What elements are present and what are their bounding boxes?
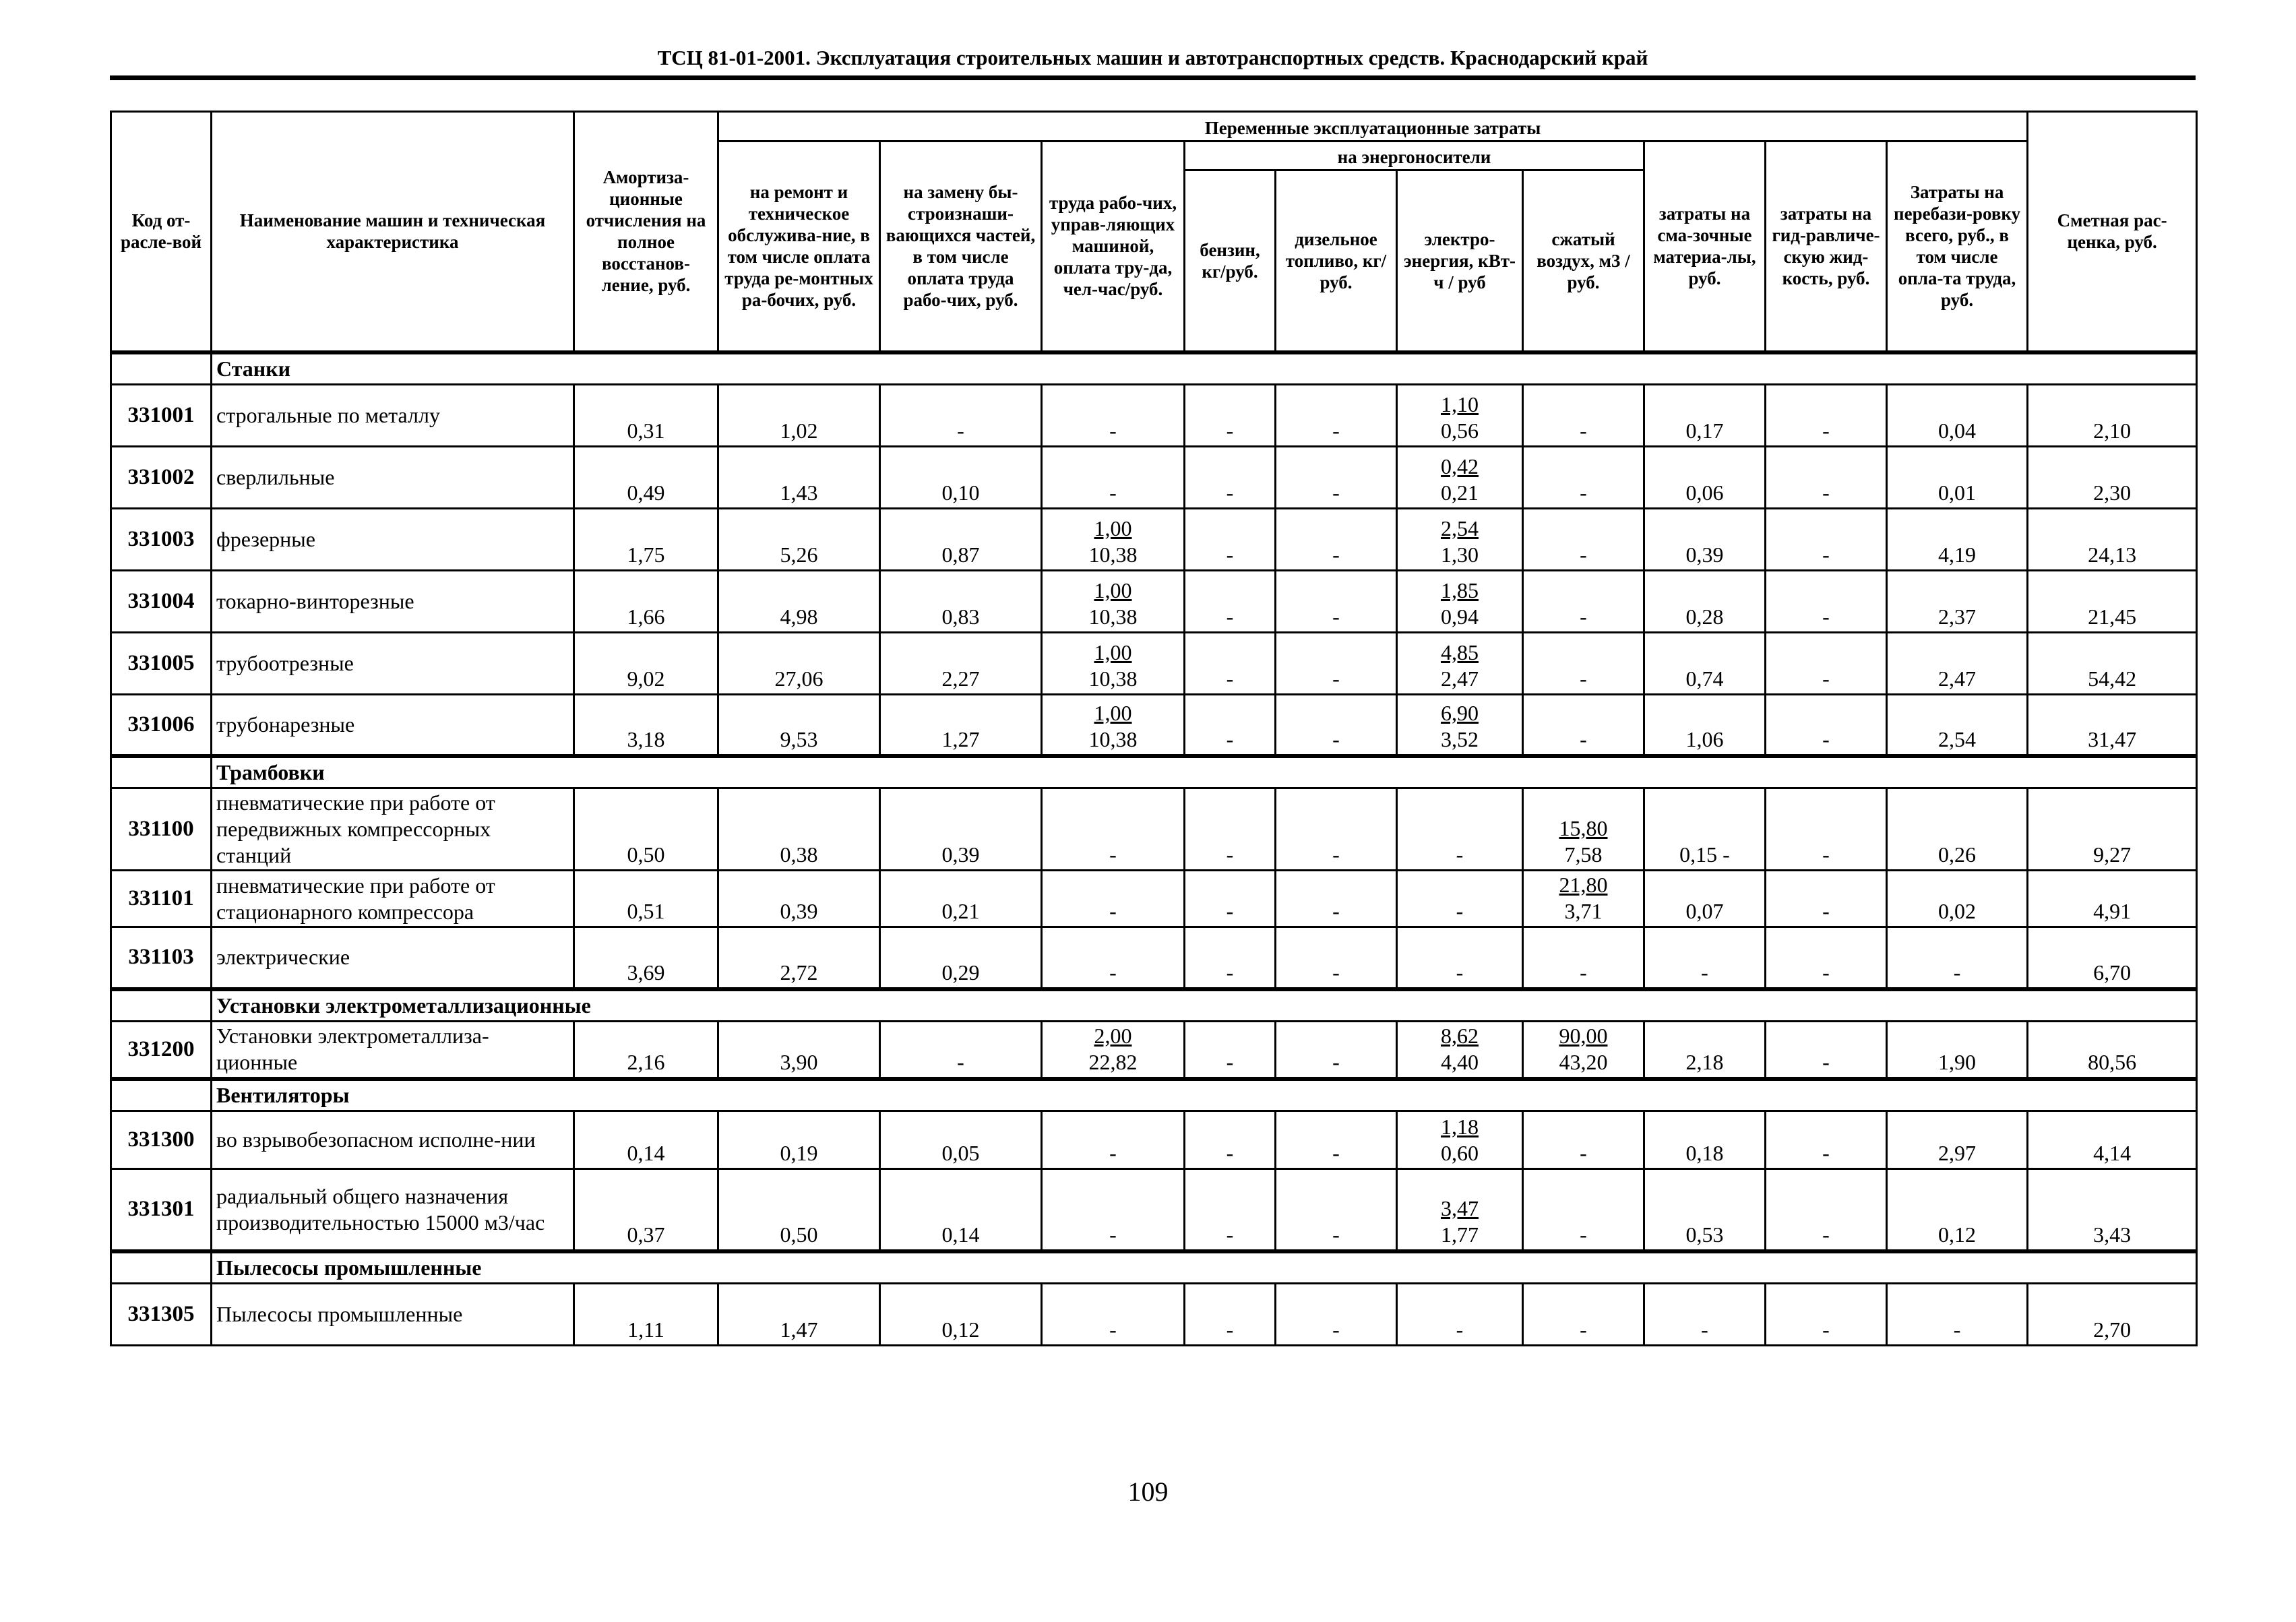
cell-air (1523, 1021, 1644, 1079)
cell-electric-bottom: - (1456, 1317, 1464, 1342)
cell-amort: 0,31 (574, 384, 718, 446)
cell-labor (1042, 508, 1185, 570)
cell-relocation: 0,02 (1887, 871, 2028, 927)
table-row (111, 446, 2197, 508)
section-code-blank (111, 1251, 212, 1284)
cell-labor-bottom: - (1109, 480, 1117, 505)
cell-code: 331101 (111, 871, 212, 927)
cell-hydraulic: - (1766, 570, 1887, 632)
cell-labor-bottom: - (1109, 960, 1117, 985)
cell-repair: 9,53 (718, 694, 880, 756)
cell-petrol: - (1185, 1169, 1276, 1251)
section-title: Вентиляторы (212, 1079, 2197, 1111)
section-title: Пылесосы промышленные (212, 1251, 2197, 1284)
cell-code: 331005 (111, 632, 212, 694)
cell-labor-top: 2,00 (1094, 1024, 1132, 1048)
col-header-total: Сметная рас-ценка, руб. (2028, 112, 2197, 352)
cell-air-top: 15,80 (1559, 816, 1608, 840)
cell-name: трубоотрезные (212, 632, 574, 694)
cell-air (1523, 694, 1644, 756)
col-header-lubricants: затраты на сма-зочные материа-лы, руб. (1644, 142, 1766, 352)
cell-diesel: - (1276, 1111, 1397, 1169)
cell-relocation: 2,47 (1887, 632, 2028, 694)
section-row (111, 756, 2197, 788)
section-code-blank (111, 989, 212, 1022)
header-rule (110, 75, 2196, 80)
cell-total: 31,47 (2028, 694, 2197, 756)
cell-labor-top: 1,00 (1094, 640, 1132, 664)
cell-total: 2,70 (2028, 1283, 2197, 1345)
cell-electric-bottom: 0,94 (1441, 604, 1479, 629)
cell-air-bottom: - (1580, 727, 1587, 751)
cell-parts: 0,21 (880, 871, 1042, 927)
cell-air-bottom: - (1580, 960, 1587, 985)
cell-code: 331006 (111, 694, 212, 756)
cell-petrol: - (1185, 871, 1276, 927)
cell-hydraulic: - (1766, 1283, 1887, 1345)
cell-relocation: 0,01 (1887, 446, 2028, 508)
cell-air (1523, 384, 1644, 446)
cell-electric-top: 2,54 (1441, 516, 1479, 540)
table-row (111, 1283, 2197, 1345)
cell-diesel: - (1276, 632, 1397, 694)
cell-labor-bottom: - (1109, 1222, 1117, 1247)
cell-relocation: - (1887, 927, 2028, 989)
col-header-labor: труда рабо-чих, управ-ляющих машиной, оплата тру-да, чел-час/руб. (1042, 142, 1185, 352)
cell-air (1523, 927, 1644, 989)
cell-electric (1397, 1169, 1523, 1251)
cell-labor (1042, 871, 1185, 927)
cell-labor-bottom: 22,82 (1088, 1050, 1138, 1074)
section-title: Станки (212, 352, 2197, 385)
cell-repair: 1,02 (718, 384, 880, 446)
cell-air-bottom: - (1580, 1222, 1587, 1247)
cell-lubricants: 0,07 (1644, 871, 1766, 927)
cell-parts: 0,83 (880, 570, 1042, 632)
cell-hydraulic: - (1766, 694, 1887, 756)
cell-lubricants: 0,15 - (1644, 788, 1766, 871)
cell-amort: 1,75 (574, 508, 718, 570)
cell-hydraulic: - (1766, 508, 1887, 570)
cell-relocation: 2,37 (1887, 570, 2028, 632)
table-row (111, 871, 2197, 927)
section-row (111, 1079, 2197, 1111)
cell-diesel: - (1276, 446, 1397, 508)
cell-air (1523, 1111, 1644, 1169)
table-row (111, 508, 2197, 570)
cell-labor-bottom: 10,38 (1088, 604, 1138, 629)
cell-parts: 0,87 (880, 508, 1042, 570)
cell-repair: 0,19 (718, 1111, 880, 1169)
cell-electric-bottom: 0,60 (1441, 1141, 1479, 1165)
cell-electric-top: 3,47 (1441, 1195, 1479, 1220)
cell-electric (1397, 508, 1523, 570)
cell-diesel: - (1276, 1283, 1397, 1345)
cell-diesel: - (1276, 384, 1397, 446)
cell-electric (1397, 788, 1523, 871)
cell-petrol: - (1185, 1111, 1276, 1169)
cell-hydraulic: - (1766, 1169, 1887, 1251)
cell-name: пневматические при работе от передвижных компрессорных станций (212, 788, 574, 871)
cell-air-bottom: 43,20 (1559, 1050, 1608, 1074)
cell-repair: 3,90 (718, 1021, 880, 1079)
cell-repair: 2,72 (718, 927, 880, 989)
cell-diesel: - (1276, 694, 1397, 756)
cell-code: 331001 (111, 384, 212, 446)
cell-total: 4,14 (2028, 1111, 2197, 1169)
cell-air-bottom: 3,71 (1564, 899, 1603, 923)
cell-electric (1397, 871, 1523, 927)
cell-electric-bottom: 1,77 (1441, 1222, 1479, 1247)
cell-air-bottom: - (1580, 1141, 1587, 1165)
cell-petrol: - (1185, 508, 1276, 570)
col-header-variable-group: Переменные эксплуатационные затраты (718, 112, 2028, 142)
cell-diesel: - (1276, 570, 1397, 632)
cell-relocation: 0,12 (1887, 1169, 2028, 1251)
cell-code: 331103 (111, 927, 212, 989)
table-row (111, 694, 2197, 756)
cell-hydraulic: - (1766, 1021, 1887, 1079)
cell-labor-top: 1,00 (1094, 516, 1132, 540)
cell-labor (1042, 446, 1185, 508)
cell-electric (1397, 446, 1523, 508)
section-row (111, 989, 2197, 1022)
cell-electric-bottom: - (1456, 960, 1464, 985)
cell-air (1523, 1283, 1644, 1345)
cell-amort: 9,02 (574, 632, 718, 694)
cell-electric (1397, 1283, 1523, 1345)
cell-electric-bottom: 0,21 (1441, 480, 1479, 505)
cell-amort: 0,51 (574, 871, 718, 927)
cell-electric-bottom: - (1456, 842, 1464, 867)
cell-petrol: - (1185, 927, 1276, 989)
cell-parts: 2,27 (880, 632, 1042, 694)
cell-repair: 1,47 (718, 1283, 880, 1345)
cell-electric-top: 1,18 (1441, 1115, 1479, 1139)
cell-electric-top: 0,42 (1441, 454, 1479, 478)
cell-code: 331003 (111, 508, 212, 570)
section-code-blank (111, 756, 212, 788)
cell-petrol: - (1185, 1283, 1276, 1345)
cell-relocation: - (1887, 1283, 2028, 1345)
cell-parts: 0,39 (880, 788, 1042, 871)
cell-electric (1397, 1111, 1523, 1169)
table-row (111, 1111, 2197, 1169)
cell-total: 2,30 (2028, 446, 2197, 508)
cell-name: трубонарезные (212, 694, 574, 756)
cell-repair: 4,98 (718, 570, 880, 632)
cell-petrol: - (1185, 788, 1276, 871)
cell-lubricants: 0,06 (1644, 446, 1766, 508)
cell-name: сверлильные (212, 446, 574, 508)
cell-labor (1042, 1021, 1185, 1079)
cell-air-top: 90,00 (1559, 1024, 1608, 1048)
cell-name: Установки электрометаллиза-ционные (212, 1021, 574, 1079)
section-row (111, 1251, 2197, 1284)
cell-electric-bottom: 0,56 (1441, 418, 1479, 443)
cell-total: 24,13 (2028, 508, 2197, 570)
section-code-blank (111, 352, 212, 385)
cell-electric-bottom: - (1456, 899, 1464, 923)
col-header-name: Наименование машин и техническая характеристика (212, 112, 574, 352)
cell-parts: - (880, 384, 1042, 446)
table-row (111, 788, 2197, 871)
cell-total: 80,56 (2028, 1021, 2197, 1079)
cell-air-bottom: - (1580, 604, 1587, 629)
cell-air (1523, 508, 1644, 570)
cell-diesel: - (1276, 1169, 1397, 1251)
cell-air (1523, 632, 1644, 694)
cell-hydraulic: - (1766, 871, 1887, 927)
cell-name: радиальный общего назначения производительностью 15000 м3/час (212, 1169, 574, 1251)
section-title: Установки электрометаллизационные (212, 989, 2197, 1022)
cell-electric-bottom: 2,47 (1441, 666, 1479, 691)
cell-petrol: - (1185, 446, 1276, 508)
cell-air (1523, 871, 1644, 927)
cell-parts: 0,05 (880, 1111, 1042, 1169)
table-row (111, 1021, 2197, 1079)
page-number: 109 (1127, 1476, 1169, 1507)
cell-electric-top: 1,85 (1441, 578, 1479, 602)
cell-relocation: 2,54 (1887, 694, 2028, 756)
col-header-hydraulic: затраты на гид-равличе-скую жид-кость, руб. (1766, 142, 1887, 352)
cell-amort: 0,37 (574, 1169, 718, 1251)
cell-diesel: - (1276, 927, 1397, 989)
rate-table (110, 111, 2198, 1346)
cell-amort: 1,66 (574, 570, 718, 632)
col-header-petrol: бензин, кг/руб. (1185, 170, 1276, 352)
cell-labor (1042, 788, 1185, 871)
cell-total: 2,10 (2028, 384, 2197, 446)
section-title: Трамбовки (212, 756, 2197, 788)
section-row (111, 352, 2197, 385)
cell-electric (1397, 570, 1523, 632)
cell-labor-bottom: - (1109, 842, 1117, 867)
col-header-repair: на ремонт и техническое обслужива-ние, в том числе оплата труда ре-монтных ра-бочих, руб. (718, 142, 880, 352)
col-header-relocation: Затраты на перебази-ровку всего, руб., в том числе опла-та труда, руб. (1887, 142, 2028, 352)
cell-lubricants: 0,53 (1644, 1169, 1766, 1251)
cell-air (1523, 446, 1644, 508)
cell-hydraulic: - (1766, 788, 1887, 871)
cell-electric-top: 4,85 (1441, 640, 1479, 664)
cell-labor (1042, 1111, 1185, 1169)
cell-name: во взрывобезопасном исполне-нии (212, 1111, 574, 1169)
cell-air-top: 21,80 (1559, 873, 1608, 897)
cell-electric-bottom: 4,40 (1441, 1050, 1479, 1074)
cell-petrol: - (1185, 384, 1276, 446)
cell-petrol: - (1185, 694, 1276, 756)
cell-diesel: - (1276, 1021, 1397, 1079)
cell-code: 331301 (111, 1169, 212, 1251)
cell-hydraulic: - (1766, 632, 1887, 694)
cell-name: электрические (212, 927, 574, 989)
cell-labor-top: 1,00 (1094, 578, 1132, 602)
cell-hydraulic: - (1766, 446, 1887, 508)
cell-petrol: - (1185, 1021, 1276, 1079)
cell-name: пневматические при работе от стационарного компрессора (212, 871, 574, 927)
cell-parts: 0,12 (880, 1283, 1042, 1345)
cell-lubricants: 2,18 (1644, 1021, 1766, 1079)
table-body (111, 352, 2197, 1346)
cell-amort: 3,69 (574, 927, 718, 989)
cell-air-bottom: - (1580, 1317, 1587, 1342)
cell-total: 54,42 (2028, 632, 2197, 694)
cell-air-bottom: - (1580, 666, 1587, 691)
cell-code: 331004 (111, 570, 212, 632)
cell-code: 331100 (111, 788, 212, 871)
col-header-energy-group: на энергоносители (1185, 142, 1644, 170)
cell-labor (1042, 1283, 1185, 1345)
cell-total: 3,43 (2028, 1169, 2197, 1251)
cell-relocation: 4,19 (1887, 508, 2028, 570)
cell-relocation: 0,26 (1887, 788, 2028, 871)
cell-labor-bottom: - (1109, 899, 1117, 923)
cell-repair: 27,06 (718, 632, 880, 694)
cell-labor (1042, 632, 1185, 694)
cell-amort: 3,18 (574, 694, 718, 756)
cell-lubricants: 0,17 (1644, 384, 1766, 446)
cell-electric (1397, 927, 1523, 989)
cell-parts: 0,14 (880, 1169, 1042, 1251)
cell-labor-bottom: 10,38 (1088, 666, 1138, 691)
cell-name: строгальные по металлу (212, 384, 574, 446)
section-code-blank (111, 1079, 212, 1111)
cell-electric (1397, 694, 1523, 756)
cell-total: 21,45 (2028, 570, 2197, 632)
cell-repair: 0,50 (718, 1169, 880, 1251)
cell-labor (1042, 1169, 1185, 1251)
table-row (111, 632, 2197, 694)
cell-code: 331305 (111, 1283, 212, 1345)
cell-lubricants: 0,74 (1644, 632, 1766, 694)
cell-lubricants: - (1644, 1283, 1766, 1345)
table-row (111, 1169, 2197, 1251)
table-row (111, 384, 2197, 446)
cell-parts: 0,10 (880, 446, 1042, 508)
cell-electric-top: 6,90 (1441, 701, 1479, 725)
cell-petrol: - (1185, 570, 1276, 632)
cell-labor-bottom: - (1109, 1317, 1117, 1342)
cell-air (1523, 788, 1644, 871)
cell-lubricants: 0,39 (1644, 508, 1766, 570)
cell-name: фрезерные (212, 508, 574, 570)
cell-petrol: - (1185, 632, 1276, 694)
cell-amort: 1,11 (574, 1283, 718, 1345)
cell-total: 9,27 (2028, 788, 2197, 871)
cell-labor-bottom: 10,38 (1088, 727, 1138, 751)
cell-air (1523, 570, 1644, 632)
cell-repair: 0,39 (718, 871, 880, 927)
cell-electric-bottom: 3,52 (1441, 727, 1479, 751)
col-header-amort: Амортиза-ционные отчисления на полное восстанов-ление, руб. (574, 112, 718, 352)
cell-lubricants: - (1644, 927, 1766, 989)
cell-total: 4,91 (2028, 871, 2197, 927)
cell-parts: - (880, 1021, 1042, 1079)
cell-repair: 0,38 (718, 788, 880, 871)
cell-relocation: 0,04 (1887, 384, 2028, 446)
cell-labor (1042, 927, 1185, 989)
cell-hydraulic: - (1766, 927, 1887, 989)
cell-labor-bottom: - (1109, 1141, 1117, 1165)
cell-air-bottom: - (1580, 418, 1587, 443)
cell-code: 331200 (111, 1021, 212, 1079)
cell-electric-top: 1,10 (1441, 392, 1479, 416)
cell-amort: 0,50 (574, 788, 718, 871)
cell-air-bottom: 7,58 (1564, 842, 1603, 867)
cell-parts: 1,27 (880, 694, 1042, 756)
cell-relocation: 1,90 (1887, 1021, 2028, 1079)
cell-code: 331300 (111, 1111, 212, 1169)
cell-total: 6,70 (2028, 927, 2197, 989)
cell-name: Пылесосы промышленные (212, 1283, 574, 1345)
cell-electric-top: 8,62 (1441, 1024, 1479, 1048)
cell-relocation: 2,97 (1887, 1111, 2028, 1169)
col-header-code: Код от-расле-вой (111, 112, 212, 352)
cell-repair: 1,43 (718, 446, 880, 508)
cell-electric (1397, 632, 1523, 694)
cell-repair: 5,26 (718, 508, 880, 570)
cell-amort: 0,14 (574, 1111, 718, 1169)
cell-air-bottom: - (1580, 542, 1587, 567)
cell-electric (1397, 1021, 1523, 1079)
cell-labor-bottom: - (1109, 418, 1117, 443)
cell-lubricants: 0,18 (1644, 1111, 1766, 1169)
cell-labor (1042, 570, 1185, 632)
cell-air (1523, 1169, 1644, 1251)
cell-labor (1042, 694, 1185, 756)
cell-air-bottom: - (1580, 480, 1587, 505)
col-header-parts: на замену бы-строизнаши-вающихся частей, в том числе оплата труда рабо-чих, руб. (880, 142, 1042, 352)
col-header-diesel: дизельное топливо, кг/руб. (1276, 170, 1397, 352)
col-header-electric: электро-энергия, кВт-ч / руб (1397, 170, 1523, 352)
cell-hydraulic: - (1766, 384, 1887, 446)
col-header-air: сжатый воздух, м3 / руб. (1523, 170, 1644, 352)
cell-amort: 2,16 (574, 1021, 718, 1079)
cell-amort: 0,49 (574, 446, 718, 508)
cell-lubricants: 0,28 (1644, 570, 1766, 632)
table-row (111, 570, 2197, 632)
cell-labor (1042, 384, 1185, 446)
cell-diesel: - (1276, 788, 1397, 871)
cell-lubricants: 1,06 (1644, 694, 1766, 756)
cell-code: 331002 (111, 446, 212, 508)
cell-name: токарно-винторезные (212, 570, 574, 632)
cell-electric-bottom: 1,30 (1441, 542, 1479, 567)
cell-diesel: - (1276, 508, 1397, 570)
cell-diesel: - (1276, 871, 1397, 927)
cell-labor-top: 1,00 (1094, 701, 1132, 725)
document-header: ТСЦ 81-01-2001. Эксплуатация строительных машин и автотранспортных средств. Краснодарский край (657, 46, 1648, 69)
cell-hydraulic: - (1766, 1111, 1887, 1169)
cell-labor-bottom: 10,38 (1088, 542, 1138, 567)
cell-electric (1397, 384, 1523, 446)
cell-parts: 0,29 (880, 927, 1042, 989)
table-row (111, 927, 2197, 989)
